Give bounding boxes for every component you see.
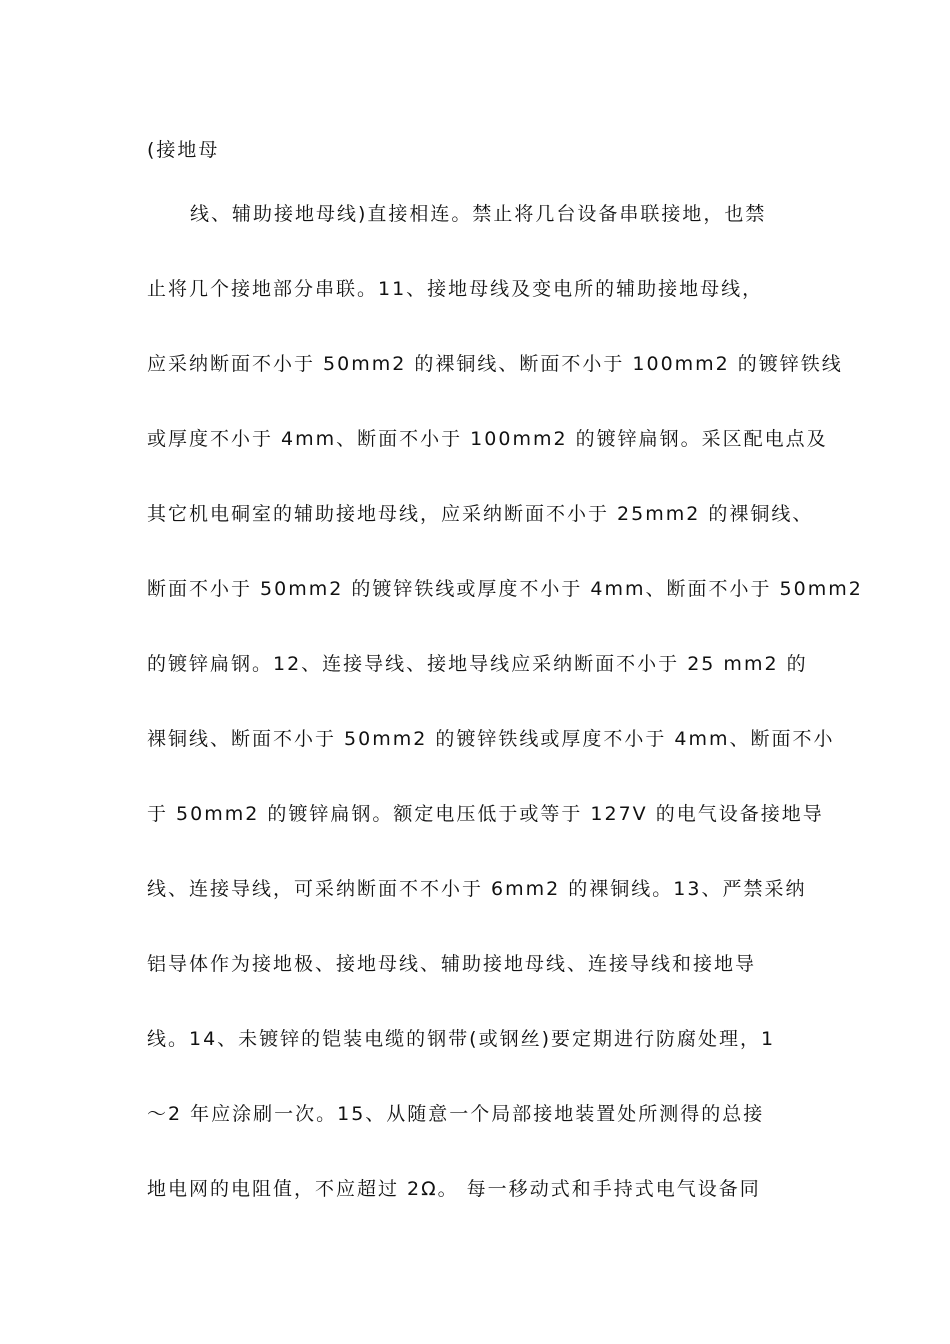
text-line-5: 或厚度不小于 4mm、断面不小于 100mm2 的镀锌扁钢。采区配电点及 (147, 428, 828, 450)
text-line-1: (接地母 (147, 139, 220, 161)
text-line-7: 断面不小于 50mm2 的镀锌铁线或厚度不小于 4mm、断面不小于 50mm2 (147, 578, 863, 600)
text-line-11: 线、连接导线，可采纳断面不不小于 6mm2 的裸铜线。13、严禁采纳 (147, 878, 807, 900)
text-line-8: 的镀锌扁钢。12、连接导线、接地导线应采纳断面不小于 25 mm2 的 (147, 653, 808, 675)
text-line-13: 线。14、未镀锌的铠装电缆的钢带(或钢丝)要定期进行防腐处理，1 (147, 1028, 776, 1050)
text-line-4: 应采纳断面不小于 50mm2 的裸铜线、断面不小于 100mm2 的镀锌铁线 (147, 353, 843, 375)
text-line-6: 其它机电硐室的辅助接地母线，应采纳断面不小于 25mm2 的裸铜线、 (147, 503, 814, 525)
text-line-12: 铝导体作为接地极、接地母线、辅助接地母线、连接导线和接地导 (147, 953, 757, 975)
text-line-10: 于 50mm2 的镀锌扁钢。额定电压低于或等于 127V 的电气设备接地导 (147, 803, 824, 825)
text-line-15: 地电网的电阻值，不应超过 2Ω。 每一移动式和手持式电气设备同 (147, 1178, 761, 1200)
text-line-3: 止将几个接地部分串联。11、接地母线及变电所的辅助接地母线， (147, 278, 764, 300)
text-line-14: ～2 年应涂刷一次。15、从随意一个局部接地装置处所测得的总接 (147, 1103, 765, 1125)
text-line-9: 裸铜线、断面不小于 50mm2 的镀锌铁线或厚度不小于 4mm、断面不小 (147, 728, 835, 750)
text-line-2: 线、辅助接地母线)直接相连。禁止将几台设备串联接地，也禁 (190, 203, 767, 225)
